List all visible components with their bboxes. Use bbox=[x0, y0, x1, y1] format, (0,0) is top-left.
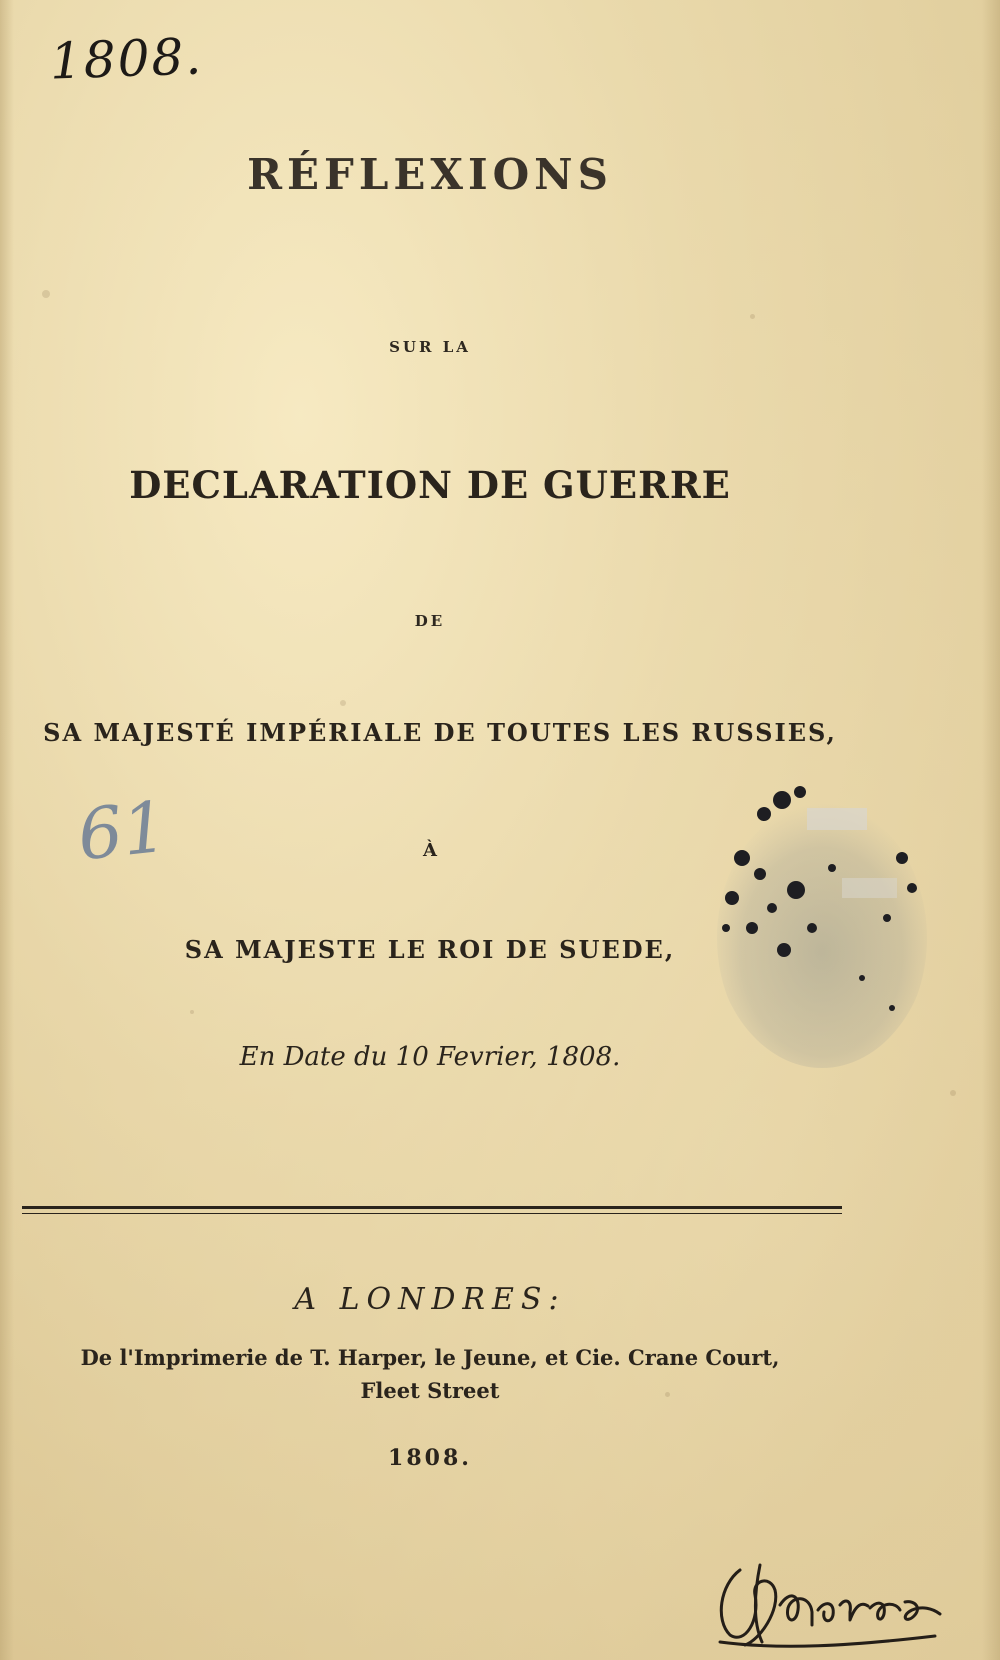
imprint-printer: De l'Imprimerie de T. Harper, le Jeune, et Cie. Crane Court, bbox=[80, 1345, 780, 1370]
imprint-place: A LONDRES: bbox=[294, 1282, 566, 1317]
foxing-spot bbox=[750, 314, 755, 319]
title-connector-a: À bbox=[423, 840, 437, 861]
imprint-street: Fleet Street bbox=[360, 1378, 500, 1403]
page-edge-left bbox=[0, 0, 14, 1660]
library-stamp-icon bbox=[712, 778, 932, 1068]
page-title: RÉFLEXIONS bbox=[247, 150, 613, 199]
title-connector-de: DE bbox=[414, 612, 446, 630]
title-connector-sur-la: SUR LA bbox=[389, 338, 471, 356]
handwritten-signature-icon bbox=[700, 1550, 950, 1650]
title-to-party: SA MAJESTE LE ROI DE SUEDE, bbox=[184, 935, 676, 964]
foxing-spot bbox=[950, 1090, 956, 1096]
imprint-year: 1808. bbox=[388, 1445, 472, 1471]
divider-rule-thick bbox=[22, 1206, 842, 1209]
foxing-spot bbox=[42, 290, 50, 298]
foxing-spot bbox=[340, 700, 346, 706]
title-date-line: En Date du 10 Fevrier, 1808. bbox=[239, 1042, 621, 1072]
page-edge-right bbox=[982, 0, 1000, 1660]
title-subject: DECLARATION DE GUERRE bbox=[129, 463, 731, 507]
title-from-party: SA MAJESTÉ IMPÉRIALE DE TOUTES LES RUSSIES, bbox=[43, 718, 837, 747]
divider-rule-thin bbox=[22, 1213, 842, 1214]
handwritten-year-note: 1808. bbox=[49, 27, 205, 91]
handwritten-shelf-number: 61 bbox=[73, 785, 172, 877]
foxing-spot bbox=[190, 1010, 194, 1014]
